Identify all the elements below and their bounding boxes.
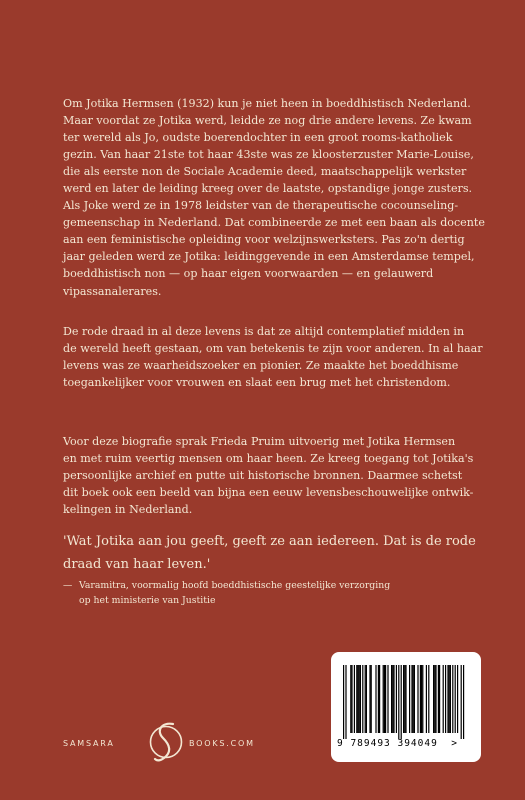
barcode-bar — [428, 665, 429, 733]
barcode-bar — [417, 665, 418, 733]
barcode-bar — [359, 665, 360, 733]
barcode-bar — [443, 665, 444, 733]
text-line: boeddhistisch non — op haar eigen voorwaarden — en gelauwerd — [63, 267, 434, 281]
blurb-paragraph-3 — [63, 433, 481, 518]
barcode-bar — [413, 665, 414, 733]
barcode-bar — [435, 665, 436, 733]
text-line: Voor deze biografie sprak Frieda Pruim uitvoerig met Jotika Hermsen — [63, 435, 456, 448]
isbn-barcode — [341, 665, 471, 739]
isbn-number: 9 789493 394049 > — [337, 738, 458, 749]
barcode-bar — [439, 665, 440, 733]
barcode-bar — [457, 665, 458, 733]
barcode-bar — [422, 665, 423, 733]
text-line: levens was ze waarheidszoeker en pionier. Ze maakte het boeddhisme — [63, 359, 459, 373]
pull-quote — [63, 530, 493, 576]
barcode-bar — [393, 665, 394, 733]
barcode-bar — [369, 665, 370, 733]
publisher-name-left: SAMSARA — [63, 739, 115, 748]
publisher-name-right: BOOKS.COM — [189, 739, 255, 748]
barcode-bar — [391, 665, 392, 733]
barcode-bar — [461, 665, 462, 739]
barcode-bar — [434, 665, 435, 733]
barcode-bar — [401, 665, 402, 739]
text-line: de wereld heeft gestaan, om van betekenis te zijn voor anderen. In al haar — [63, 342, 483, 356]
barcode-bar — [366, 665, 367, 733]
samsara-logo-icon — [148, 714, 184, 770]
text-line: vipassanalerares. — [63, 284, 162, 298]
barcode-bar — [385, 665, 386, 733]
text-line: Maar voordat ze Jotika werd, leidde ze nog drie andere levens. Ze kwam — [63, 114, 472, 128]
barcode-bar — [357, 665, 358, 733]
text-line: persoonlijke archief en putte uit historische bronnen. Daarmee schetst — [63, 469, 463, 483]
text-line: gemeenschap in Nederland. Dat combineerde ze met een baan als docente — [63, 216, 485, 230]
blurb-paragraph-1 — [63, 95, 485, 300]
quote-attribution — [63, 578, 483, 608]
barcode-panel — [331, 652, 481, 762]
text-line: toegankelijker voor vrouwen en slaat een brug met het christendom. — [63, 376, 451, 390]
barcode-bar — [421, 665, 422, 733]
barcode-bar — [343, 665, 344, 739]
barcode-bar — [396, 665, 397, 733]
text-line: Als Joke werd ze in 1978 leidster van de therapeutische cocounseling- — [63, 199, 459, 213]
barcode-bar — [411, 665, 412, 733]
text-line: die als eerste non de Sociale Academie deed, maatschappelijk werkster — [63, 165, 467, 179]
text-line: aan een feministische opleiding voor welzijnswerksters. Pas zo'n dertig — [63, 233, 465, 247]
barcode-bar — [447, 665, 448, 733]
barcode-bar — [379, 665, 380, 733]
barcode-bar — [409, 665, 410, 733]
barcode-bar — [345, 665, 346, 739]
text-line: werd en later de leiding kreeg over de laatste, opstandige jonge zusters. — [63, 182, 473, 196]
barcode-bar — [445, 665, 446, 733]
text-line: De rode draad in al deze levens is dat ze altijd contemplatief midden in — [63, 325, 465, 338]
barcode-bar — [351, 665, 352, 733]
barcode-bar — [378, 665, 379, 733]
barcode-bar — [398, 665, 399, 739]
barcode-bar — [420, 665, 421, 733]
text-line: kelingen in Nederland. — [63, 503, 193, 517]
barcode-bar — [452, 665, 453, 733]
barcode-bar — [387, 665, 388, 733]
barcode-bar — [350, 665, 351, 733]
barcode-bar — [414, 665, 415, 733]
attribution-line-2: op het ministerie van Justitie — [79, 595, 216, 606]
text-line: ter wereld als Jo, oudste boerendochter in een groot rooms-katholiek — [63, 131, 453, 145]
barcode-bar — [438, 665, 439, 733]
barcode-bar — [383, 665, 384, 733]
barcode-bar — [449, 665, 450, 733]
barcode-bar — [362, 665, 363, 733]
text-line: draad van haar leven.' — [63, 557, 211, 572]
barcode-bar — [371, 665, 372, 733]
barcode-bar — [365, 665, 366, 733]
barcode-bar — [405, 665, 406, 733]
barcode-bar — [404, 665, 405, 733]
barcode-bar — [392, 665, 393, 733]
blurb-paragraph-2 — [63, 323, 481, 391]
text-line: Om Jotika Hermsen (1932) kun je niet heen in boeddhistisch Nederland. — [63, 97, 471, 110]
barcode-bar — [384, 665, 385, 733]
text-line: dit boek ook een beeld van bijna een eeuw levensbeschouwelijke ontwik- — [63, 486, 474, 500]
text-line: gezin. Van haar 21ste tot haar 43ste was ze kloosterzuster Marie-Louise, — [63, 148, 474, 162]
barcode-bar — [450, 665, 451, 733]
barcode-bar — [403, 665, 404, 733]
barcode-bar — [354, 665, 355, 733]
text-line: jaar geleden werd ze Jotika: leidinggevende in een Amsterdamse tempel, — [63, 250, 475, 264]
barcode-bar — [356, 665, 357, 733]
text-line: en met ruim veertig mensen om haar heen. Ze kreeg toegang tot Jotika's — [63, 452, 474, 466]
attribution-line-1: — Varamitra, voormalig hoofd boeddhistische geestelijke verzorging — [63, 580, 391, 591]
barcode-bar — [360, 665, 361, 733]
attribution-dash: — — [63, 580, 73, 591]
barcode-bar — [426, 665, 427, 733]
barcode-bar — [375, 665, 376, 733]
barcode-bar — [433, 665, 434, 733]
text-line: 'Wat Jotika aan jou geeft, geeft ze aan iedereen. Dat is de rode — [63, 534, 476, 549]
barcode-bar — [455, 665, 456, 733]
barcode-bar — [463, 665, 464, 739]
